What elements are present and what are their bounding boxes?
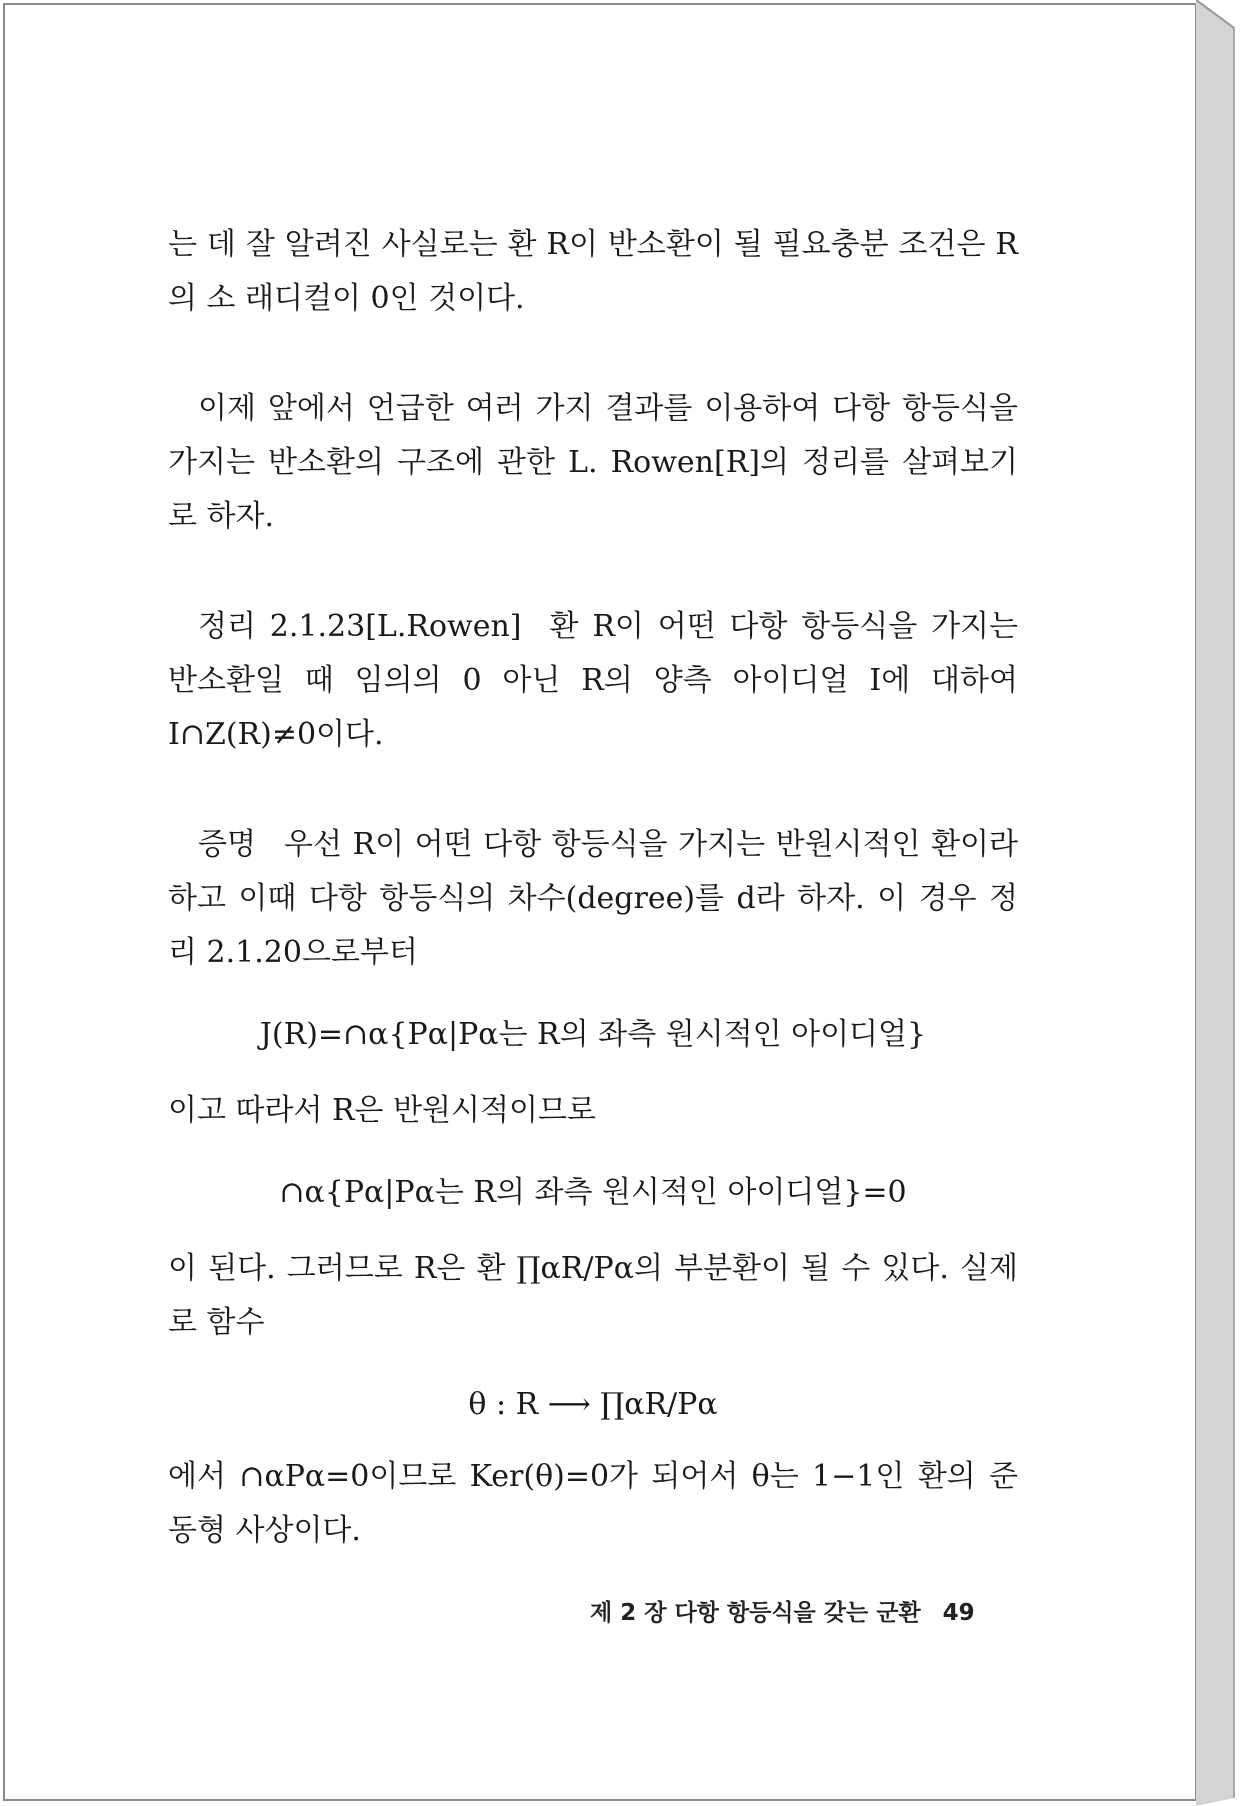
theorem-body: 환 R이 어떤 다항 항등식을 가지는 반소환일 때 임의의 0 아닌 R의 양측 아이디얼 I에 대하여 I∩Z(R)≠0이다.	[168, 609, 1019, 752]
proof-block	[168, 818, 1018, 980]
running-footer	[590, 1594, 975, 1627]
proof-body: 우선 R이 어떤 다항 항등식을 가지는 반원시적인 환이라 하고 이때 다항 항등식의 차수(degree)를 d라 하자. 이 경우 정리 2.1.20으로부터	[168, 827, 1018, 970]
paragraph-1: 는 데 잘 알려진 사실로는 환 R이 반소환이 될 필요충분 조건은 R의 소 래디컬이 0인 것이다.	[168, 227, 1018, 316]
theorem-label: 정리 2.1.23[L.Rowen]	[198, 609, 522, 644]
equation-2: ∩α{Pα|Pα는 R의 좌측 원시적인 아이디얼}=0	[279, 1175, 907, 1210]
equation-3: θ : R ⟶ ∏αR/Pα	[468, 1387, 718, 1422]
chapter-title: 제 2 장 다항 항등식을 갖는 군환	[590, 1600, 921, 1626]
paragraph-after-eq2: 이 된다. 그러므로 R은 환 ∏αR/Pα의 부분환이 될 수 있다. 실제로 함수	[168, 1251, 1018, 1340]
page-edge	[1196, 0, 1256, 1806]
page-number: 49	[942, 1600, 975, 1626]
page-body	[168, 218, 1018, 1558]
equation-1: J(R)=∩α{Pα|Pα는 R의 좌측 원시적인 아이디얼}	[259, 1017, 927, 1052]
paragraph-2: 이제 앞에서 언급한 여러 가지 결과를 이용하여 다항 항등식을 가지는 반소환의 구조에 관한 L. Rowen[R]의 정리를 살펴보기로 하자.	[168, 391, 1018, 534]
paragraph-after-eq1: 이고 따라서 R은 반원시적이므로	[168, 1093, 596, 1128]
proof-label: 증명	[198, 827, 256, 862]
theorem-block	[168, 600, 1018, 762]
paragraph-after-eq3: 에서 ∩αPα=0이므로 Ker(θ)=0가 되어서 θ는 1−1인 환의 준동형 사상이다.	[168, 1459, 1018, 1548]
